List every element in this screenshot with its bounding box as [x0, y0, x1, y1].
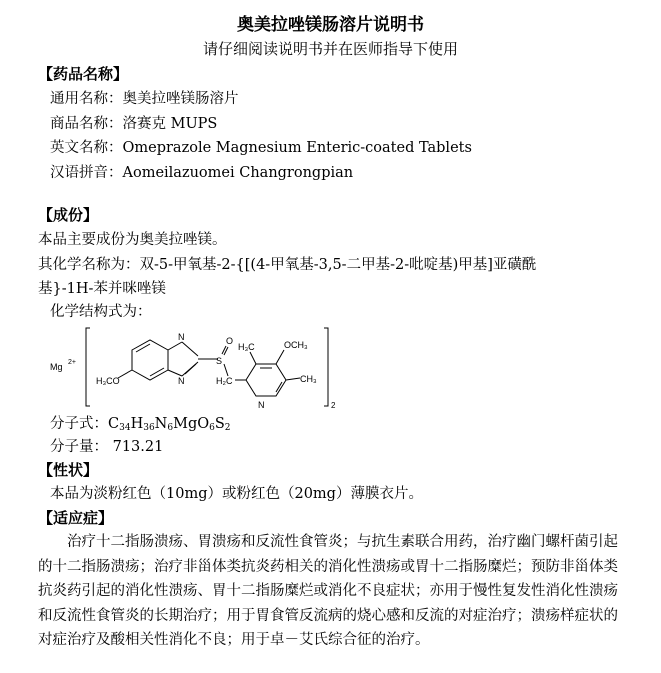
chemical-name-line-2: 基}-1H-苯并咪唑镁	[38, 281, 166, 297]
molecular-formula: 分子式：$C_{34}H_{36}N_6MgO_6S_2$	[50, 416, 231, 433]
molecular-weight: 分子量： 713.21	[50, 439, 164, 455]
trade-name: 商品名称：洛赛克 MUPS	[50, 116, 218, 132]
generic-name: 通用名称：奥美拉唑镁肠溶片	[50, 91, 239, 107]
chemical-name-line-1: 其化学名称为：双-5-甲氧基-2-{[(4-甲氧基-3,5-二甲基-2-吡啶基)甲基]亚磺酰	[38, 257, 537, 273]
english-name: 英文名称：Omeprazole Magnesium Enteric-coated Tablets	[50, 140, 472, 156]
pinyin-name: 汉语拼音：Aomeilazuomei Changrongpian	[50, 165, 354, 181]
oxygen-label: O	[226, 336, 234, 346]
formula-s-count: 2	[224, 423, 231, 433]
chemical-structure-diagram	[50, 322, 360, 412]
formula-c-count: 34	[119, 423, 131, 433]
sulfur-label: S	[216, 356, 223, 366]
methoxy-right-label: OCH₃	[284, 340, 308, 350]
formula-o-count: 6	[209, 423, 215, 433]
mg-charge-label: 2+	[68, 359, 76, 366]
indications-text: 治疗十二指肠溃疡、胃溃疡和反流性食管炎；与抗生素联合用药，治疗幽门螺杆菌引起的十二指肠溃疡；治疗非甾体类抗炎药相关的消化性溃疡或胃十二指肠糜烂；预防非甾体类抗炎药引起的消化性溃疡、胃十二指肠糜烂或消化不良症状；亦用于慢性复发性消化性溃疡和反流性食管炎的长期治疗；用于胃食管反流病的烧心感和反流的对症治疗；溃疡样症状的对症治疗及酸相关性消化不良；用于卓－艾氏综合征的治疗。	[38, 534, 618, 648]
section-heading-name: 【药品名称】	[38, 65, 129, 83]
section-heading-character: 【性状】	[38, 461, 99, 479]
document-subtitle: 请仔细阅读说明书并在医师指导下使用	[202, 40, 458, 58]
composition-main: 本品主要成份为奥美拉唑镁。	[38, 232, 227, 248]
formula-n-count: 6	[167, 423, 174, 433]
methyl-top-label: H₃C	[238, 342, 255, 352]
ch2-label: H₂C	[216, 376, 233, 386]
section-heading-indications: 【适应症】	[38, 509, 114, 527]
mg-ion-label: Mg	[50, 362, 63, 372]
pyridine-n-label: N	[258, 400, 265, 410]
formula-label: 分子式：	[50, 416, 108, 432]
structure-label: 化学结构式为：	[50, 304, 152, 320]
formula-c: C	[108, 416, 120, 432]
imidazole-n-label: N	[178, 376, 185, 386]
formula-h-count: 36	[143, 423, 155, 433]
methoxy-left-label: H₃CO	[96, 376, 120, 386]
bracket-subscript: 2	[331, 401, 336, 410]
document-title: 奥美拉唑镁肠溶片说明书	[237, 15, 424, 35]
character-text: 本品为淡粉红色（10mg）或粉红色（20mg）薄膜衣片。	[50, 486, 423, 502]
section-heading-composition: 【成份】	[38, 206, 99, 224]
methyl-right-label: CH₃	[300, 374, 317, 384]
imidazole-n-minus-label: N	[178, 332, 185, 342]
